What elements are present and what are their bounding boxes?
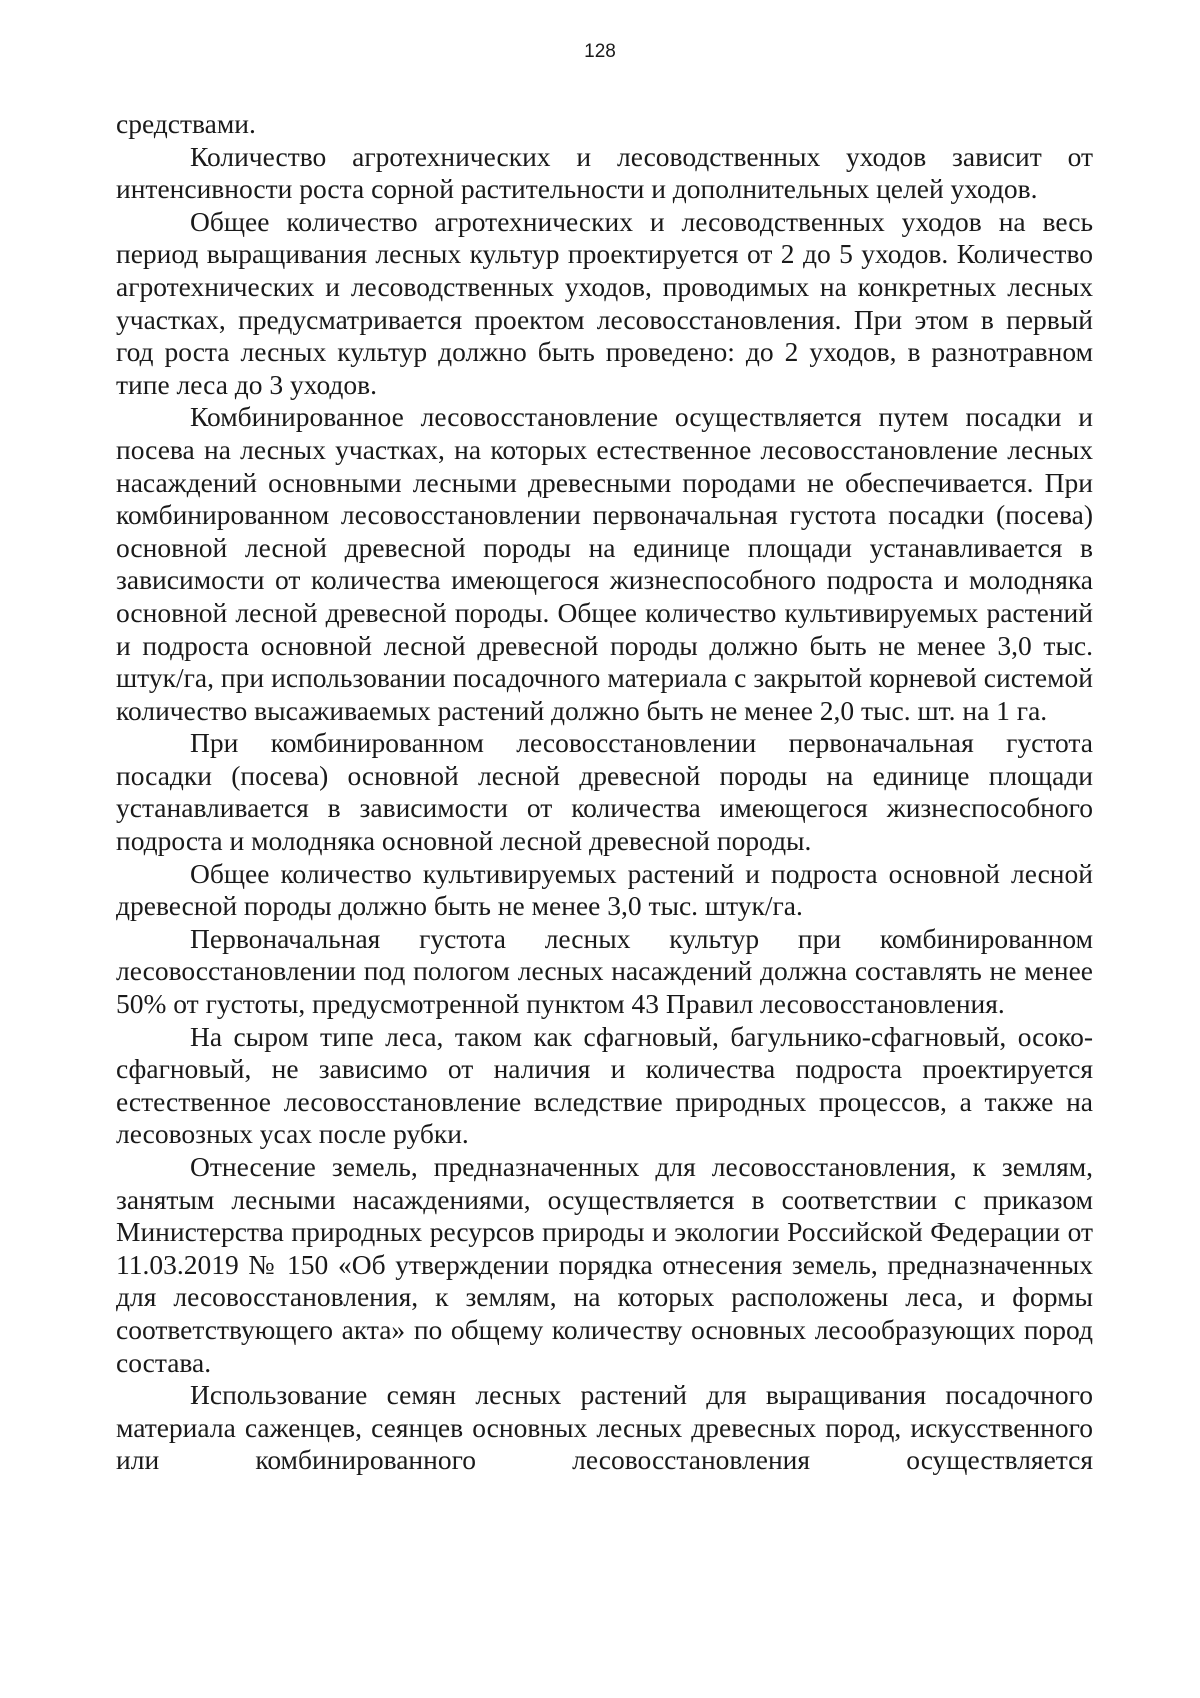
paragraph-combined-reforestation: Комбинированное лесовосстановление осуществляется путем посадки и посева на лесных участках, на которых естественное лесовосстановление лесных насаждений основными лесными древесными породами не обеспечивается. При комбинированном лесовосстановлении первоначальная густота посадки (посева) основной лесной древесной породы на единице площади устанавливается в зависимости от количества имеющегося жизнеспособного подроста и молодняка основной лесной древесной породы. Общее количество культивируемых растений и подроста основной лесной древесной породы должно быть не менее 3,0 тыс. штук/га, при использовании посадочного материала с закрытой корневой системой количество высаживаемых растений должно быть не менее 2,0 тыс. шт. на 1 га. — [116, 401, 1093, 726]
paragraph-seed-use: Использование семян лесных растений для выращивания посадочного материала саженцев, сеянцев основных лесных древесных пород, искусственного или комбинированного лесовосстановления осуществляется — [116, 1379, 1093, 1476]
paragraph-wet-forest: На сыром типе леса, таком как сфагновый, багульнико-сфагновый, осоко-сфагновый, не зависимо от наличия и количества подроста проектируется естественное лесовосстановление вследствие природных процессов, а также на лесовозных усах после рубки. — [116, 1020, 1093, 1150]
paragraph-care-count: Количество агротехнических и лесоводственных уходов зависит от интенсивности роста сорной растительности и дополнительных целей уходов. — [116, 140, 1093, 205]
paragraph-initial-density: При комбинированном лесовосстановлении первоначальная густота посадки (посева) основной лесной древесной породы на единице площади устанавливается в зависимости от количества имеющегося жизнеспособного подроста и молодняка основной лесной древесной породы. — [116, 727, 1093, 857]
paragraph-total-plants: Общее количество культивируемых растений и подроста основной лесной древесной породы должно быть не менее 3,0 тыс. штук/га. — [116, 857, 1093, 922]
page-number: 128 — [584, 41, 616, 62]
paragraph-total-care: Общее количество агротехнических и лесоводственных уходов на весь период выращивания лесных культур проектируется от 2 до 5 уходов. Количество агротехнических и лесоводственных уходов, проводимых на конкретных лесных участках, предусматривается проектом лесовосстановления. При этом в первый год роста лесных культур должно быть проведено: до 2 уходов, в разнотравном типе леса до 3 уходов. — [116, 205, 1093, 400]
paragraph-canopy-density: Первоначальная густота лесных культур при комбинированном лесовосстановлении под пологом лесных насаждений должна составлять не менее 50% от густоты, предусмотренной пунктом 43 Правил лесовосстановления. — [116, 922, 1093, 1020]
paragraph-continuation: средствами. — [116, 108, 256, 139]
document-body — [116, 108, 1093, 1477]
paragraph-land-classification: Отнесение земель, предназначенных для лесовосстановления, к землям, занятым лесными насаждениями, осуществляется в соответствии с приказом Министерства природных ресурсов природы и экологии Российской Федерации от 11.03.2019 № 150 «Об утверждении порядка отнесения земель, предназначенных для лесовосстановления, к землям, на которых расположены леса, и формы соответствующего акта» по общему количеству основных лесообразующих пород состава. — [116, 1151, 1093, 1378]
